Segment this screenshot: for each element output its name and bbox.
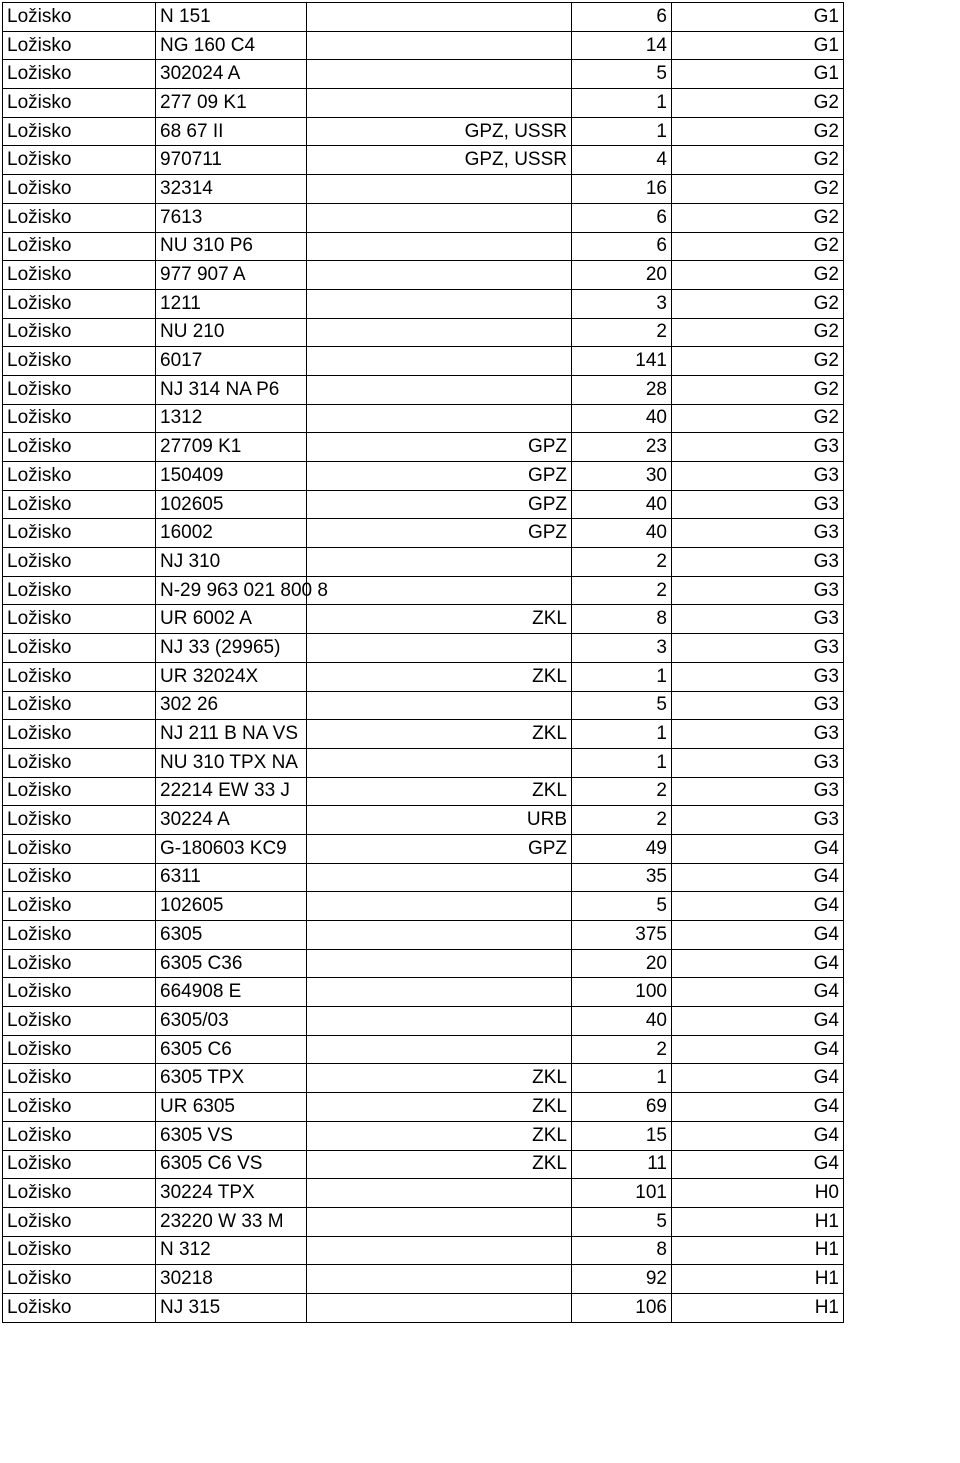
- item-name-cell: Ložisko: [3, 978, 156, 1007]
- item-code-cell: 102605: [156, 892, 307, 921]
- item-name-cell: Ložisko: [3, 146, 156, 175]
- manufacturer-cell: GPZ: [307, 834, 572, 863]
- location-cell: G3: [672, 576, 844, 605]
- quantity-cell: 15: [572, 1121, 672, 1150]
- table-row: [3, 1093, 844, 1122]
- manufacturer-cell: ZKL: [307, 720, 572, 749]
- quantity-cell: 14: [572, 31, 672, 60]
- manufacturer-cell: GPZ, USSR: [307, 146, 572, 175]
- location-cell: G1: [672, 60, 844, 89]
- item-code-cell: NJ 211 B NA VS: [156, 720, 307, 749]
- item-code-cell: 970711: [156, 146, 307, 175]
- manufacturer-cell: [307, 1207, 572, 1236]
- location-cell: G3: [672, 662, 844, 691]
- item-code-cell: UR 32024X: [156, 662, 307, 691]
- manufacturer-cell: [307, 1265, 572, 1294]
- item-code-cell: 277 09 K1: [156, 89, 307, 118]
- manufacturer-cell: GPZ: [307, 433, 572, 462]
- item-name-cell: Ložisko: [3, 1035, 156, 1064]
- item-code-cell: 68 67 II: [156, 117, 307, 146]
- quantity-cell: 30: [572, 462, 672, 491]
- location-cell: H1: [672, 1207, 844, 1236]
- quantity-cell: 8: [572, 605, 672, 634]
- location-cell: G3: [672, 634, 844, 663]
- table-row: [3, 203, 844, 232]
- item-name-cell: Ložisko: [3, 31, 156, 60]
- item-name-cell: Ložisko: [3, 490, 156, 519]
- quantity-cell: 35: [572, 863, 672, 892]
- manufacturer-cell: GPZ, USSR: [307, 117, 572, 146]
- location-cell: G3: [672, 462, 844, 491]
- item-code-cell: 6305 C6 VS: [156, 1150, 307, 1179]
- item-name-cell: Ložisko: [3, 892, 156, 921]
- table-row: [3, 1179, 844, 1208]
- quantity-cell: 4: [572, 146, 672, 175]
- item-name-cell: Ložisko: [3, 634, 156, 663]
- table-row: [3, 863, 844, 892]
- item-name-cell: Ložisko: [3, 519, 156, 548]
- manufacturer-cell: GPZ: [307, 462, 572, 491]
- manufacturer-cell: ZKL: [307, 777, 572, 806]
- location-cell: G4: [672, 978, 844, 1007]
- manufacturer-cell: [307, 1035, 572, 1064]
- location-cell: G4: [672, 1007, 844, 1036]
- location-cell: G2: [672, 117, 844, 146]
- item-name-cell: Ložisko: [3, 748, 156, 777]
- quantity-cell: 106: [572, 1293, 672, 1322]
- table-row: [3, 605, 844, 634]
- quantity-cell: 3: [572, 289, 672, 318]
- manufacturer-cell: [307, 576, 572, 605]
- location-cell: G3: [672, 605, 844, 634]
- table-row: [3, 31, 844, 60]
- table-row: [3, 146, 844, 175]
- quantity-cell: 2: [572, 777, 672, 806]
- item-name-cell: Ložisko: [3, 691, 156, 720]
- item-code-cell: 6305/03: [156, 1007, 307, 1036]
- table-row: [3, 806, 844, 835]
- item-name-cell: Ložisko: [3, 1064, 156, 1093]
- manufacturer-cell: [307, 375, 572, 404]
- item-code-cell: 6305 C6: [156, 1035, 307, 1064]
- item-code-cell: NJ 315: [156, 1293, 307, 1322]
- manufacturer-cell: [307, 261, 572, 290]
- location-cell: G2: [672, 347, 844, 376]
- item-code-cell: G-180603 KC9: [156, 834, 307, 863]
- location-cell: G3: [672, 777, 844, 806]
- manufacturer-cell: [307, 634, 572, 663]
- location-cell: H0: [672, 1179, 844, 1208]
- table-row: [3, 347, 844, 376]
- location-cell: G2: [672, 404, 844, 433]
- table-row: [3, 232, 844, 261]
- item-code-cell: NJ 310: [156, 548, 307, 577]
- item-code-cell: NU 210: [156, 318, 307, 347]
- quantity-cell: 1: [572, 1064, 672, 1093]
- item-code-cell: 6305 VS: [156, 1121, 307, 1150]
- location-cell: G2: [672, 203, 844, 232]
- quantity-cell: 40: [572, 404, 672, 433]
- quantity-cell: 2: [572, 318, 672, 347]
- item-name-cell: Ložisko: [3, 203, 156, 232]
- item-code-cell: 977 907 A: [156, 261, 307, 290]
- quantity-cell: 20: [572, 949, 672, 978]
- item-code-cell: 664908 E: [156, 978, 307, 1007]
- item-code-cell: 30224 TPX: [156, 1179, 307, 1208]
- item-name-cell: Ložisko: [3, 117, 156, 146]
- table-row: [3, 89, 844, 118]
- manufacturer-cell: [307, 921, 572, 950]
- quantity-cell: 1: [572, 748, 672, 777]
- manufacturer-cell: [307, 3, 572, 32]
- item-name-cell: Ložisko: [3, 1265, 156, 1294]
- table-row: [3, 3, 844, 32]
- table-row: [3, 662, 844, 691]
- table-row: [3, 691, 844, 720]
- quantity-cell: 5: [572, 691, 672, 720]
- table-row: [3, 289, 844, 318]
- quantity-cell: 141: [572, 347, 672, 376]
- quantity-cell: 375: [572, 921, 672, 950]
- item-code-cell: 1312: [156, 404, 307, 433]
- quantity-cell: 100: [572, 978, 672, 1007]
- item-code-cell: NG 160 C4: [156, 31, 307, 60]
- location-cell: G3: [672, 748, 844, 777]
- location-cell: G2: [672, 375, 844, 404]
- item-code-cell: 302 26: [156, 691, 307, 720]
- location-cell: G4: [672, 1035, 844, 1064]
- location-cell: G3: [672, 490, 844, 519]
- item-name-cell: Ložisko: [3, 605, 156, 634]
- location-cell: G3: [672, 691, 844, 720]
- manufacturer-cell: [307, 1236, 572, 1265]
- item-name-cell: Ložisko: [3, 232, 156, 261]
- manufacturer-cell: [307, 691, 572, 720]
- item-code-cell: 27709 K1: [156, 433, 307, 462]
- table-row: [3, 1236, 844, 1265]
- table-row: [3, 921, 844, 950]
- quantity-cell: 20: [572, 261, 672, 290]
- item-name-cell: Ložisko: [3, 375, 156, 404]
- table-row: [3, 462, 844, 491]
- quantity-cell: 6: [572, 3, 672, 32]
- item-code-cell: 7613: [156, 203, 307, 232]
- table-row: [3, 519, 844, 548]
- manufacturer-cell: [307, 89, 572, 118]
- item-name-cell: Ložisko: [3, 834, 156, 863]
- item-name-cell: Ložisko: [3, 576, 156, 605]
- item-code-cell: NJ 314 NA P6: [156, 375, 307, 404]
- location-cell: H1: [672, 1293, 844, 1322]
- item-name-cell: Ložisko: [3, 1207, 156, 1236]
- manufacturer-cell: [307, 978, 572, 1007]
- table-row: [3, 490, 844, 519]
- quantity-cell: 1: [572, 89, 672, 118]
- quantity-cell: 6: [572, 203, 672, 232]
- item-name-cell: Ložisko: [3, 433, 156, 462]
- location-cell: G4: [672, 921, 844, 950]
- item-code-cell: 1211: [156, 289, 307, 318]
- item-name-cell: Ložisko: [3, 289, 156, 318]
- item-name-cell: Ložisko: [3, 1093, 156, 1122]
- location-cell: G4: [672, 892, 844, 921]
- manufacturer-cell: GPZ: [307, 519, 572, 548]
- table-row: [3, 433, 844, 462]
- manufacturer-cell: [307, 1007, 572, 1036]
- location-cell: G3: [672, 433, 844, 462]
- manufacturer-cell: GPZ: [307, 490, 572, 519]
- item-name-cell: Ložisko: [3, 777, 156, 806]
- table-row: [3, 175, 844, 204]
- table-row: [3, 978, 844, 1007]
- manufacturer-cell: [307, 1179, 572, 1208]
- location-cell: G2: [672, 289, 844, 318]
- item-code-cell: N 151: [156, 3, 307, 32]
- location-cell: G4: [672, 863, 844, 892]
- location-cell: G4: [672, 1150, 844, 1179]
- table-row: [3, 949, 844, 978]
- item-name-cell: Ložisko: [3, 1150, 156, 1179]
- item-code-cell: 23220 W 33 M: [156, 1207, 307, 1236]
- manufacturer-cell: ZKL: [307, 1150, 572, 1179]
- table-row: [3, 1265, 844, 1294]
- item-name-cell: Ložisko: [3, 3, 156, 32]
- item-code-cell: 16002: [156, 519, 307, 548]
- table-row: [3, 1207, 844, 1236]
- quantity-cell: 1: [572, 662, 672, 691]
- item-code-cell: 32314: [156, 175, 307, 204]
- quantity-cell: 8: [572, 1236, 672, 1265]
- quantity-cell: 28: [572, 375, 672, 404]
- inventory-table-body: [3, 3, 844, 1323]
- manufacturer-cell: [307, 31, 572, 60]
- table-row: [3, 375, 844, 404]
- location-cell: G2: [672, 318, 844, 347]
- quantity-cell: 92: [572, 1265, 672, 1294]
- location-cell: G3: [672, 548, 844, 577]
- table-row: [3, 404, 844, 433]
- location-cell: G3: [672, 806, 844, 835]
- item-name-cell: Ložisko: [3, 921, 156, 950]
- quantity-cell: 3: [572, 634, 672, 663]
- item-code-cell: 6305 TPX: [156, 1064, 307, 1093]
- manufacturer-cell: [307, 1293, 572, 1322]
- location-cell: G1: [672, 31, 844, 60]
- table-row: [3, 1121, 844, 1150]
- location-cell: G2: [672, 261, 844, 290]
- location-cell: G4: [672, 834, 844, 863]
- item-name-cell: Ložisko: [3, 175, 156, 204]
- quantity-cell: 69: [572, 1093, 672, 1122]
- item-code-cell: 30218: [156, 1265, 307, 1294]
- item-name-cell: Ložisko: [3, 806, 156, 835]
- item-name-cell: Ložisko: [3, 347, 156, 376]
- item-name-cell: Ložisko: [3, 462, 156, 491]
- manufacturer-cell: ZKL: [307, 1064, 572, 1093]
- quantity-cell: 101: [572, 1179, 672, 1208]
- manufacturer-cell: [307, 60, 572, 89]
- manufacturer-cell: [307, 892, 572, 921]
- item-code-cell: 150409: [156, 462, 307, 491]
- quantity-cell: 1: [572, 720, 672, 749]
- item-code-cell: 302024 A: [156, 60, 307, 89]
- manufacturer-cell: [307, 548, 572, 577]
- item-code-cell: N 312: [156, 1236, 307, 1265]
- item-code-cell: 6305 C36: [156, 949, 307, 978]
- location-cell: G4: [672, 1064, 844, 1093]
- quantity-cell: 5: [572, 892, 672, 921]
- item-code-cell: UR 6002 A: [156, 605, 307, 634]
- item-name-cell: Ložisko: [3, 404, 156, 433]
- table-row: [3, 777, 844, 806]
- manufacturer-cell: ZKL: [307, 1093, 572, 1122]
- item-name-cell: Ložisko: [3, 1179, 156, 1208]
- location-cell: G2: [672, 89, 844, 118]
- item-code-cell: 102605: [156, 490, 307, 519]
- table-row: [3, 720, 844, 749]
- item-code-cell: 6017: [156, 347, 307, 376]
- table-row: [3, 1293, 844, 1322]
- item-name-cell: Ložisko: [3, 89, 156, 118]
- manufacturer-cell: [307, 949, 572, 978]
- quantity-cell: 40: [572, 519, 672, 548]
- item-code-cell: 6311: [156, 863, 307, 892]
- item-name-cell: Ložisko: [3, 1121, 156, 1150]
- location-cell: G4: [672, 1121, 844, 1150]
- location-cell: G2: [672, 175, 844, 204]
- quantity-cell: 5: [572, 60, 672, 89]
- manufacturer-cell: ZKL: [307, 605, 572, 634]
- location-cell: G3: [672, 720, 844, 749]
- manufacturer-cell: [307, 175, 572, 204]
- manufacturer-cell: URB: [307, 806, 572, 835]
- item-name-cell: Ložisko: [3, 949, 156, 978]
- item-name-cell: Ložisko: [3, 662, 156, 691]
- inventory-table: [2, 2, 844, 1323]
- manufacturer-cell: ZKL: [307, 1121, 572, 1150]
- table-row: [3, 318, 844, 347]
- quantity-cell: 23: [572, 433, 672, 462]
- item-code-cell: NU 310 P6: [156, 232, 307, 261]
- location-cell: G2: [672, 232, 844, 261]
- item-code-cell: NU 310 TPX NA: [156, 748, 307, 777]
- item-code-cell: 22214 EW 33 J: [156, 777, 307, 806]
- location-cell: G3: [672, 519, 844, 548]
- quantity-cell: 40: [572, 1007, 672, 1036]
- location-cell: G4: [672, 949, 844, 978]
- quantity-cell: 2: [572, 576, 672, 605]
- table-row: [3, 548, 844, 577]
- manufacturer-cell: ZKL: [307, 662, 572, 691]
- item-name-cell: Ložisko: [3, 863, 156, 892]
- table-row: [3, 748, 844, 777]
- item-name-cell: Ložisko: [3, 1007, 156, 1036]
- quantity-cell: 16: [572, 175, 672, 204]
- table-row: [3, 834, 844, 863]
- item-code-cell: UR 6305: [156, 1093, 307, 1122]
- manufacturer-cell: [307, 863, 572, 892]
- item-code-cell: 6305: [156, 921, 307, 950]
- table-row: [3, 1064, 844, 1093]
- manufacturer-cell: [307, 318, 572, 347]
- manufacturer-cell: [307, 748, 572, 777]
- manufacturer-cell: [307, 203, 572, 232]
- item-code-cell: N-29 963 021 800 8: [156, 576, 307, 605]
- manufacturer-cell: [307, 289, 572, 318]
- quantity-cell: 5: [572, 1207, 672, 1236]
- location-cell: G4: [672, 1093, 844, 1122]
- item-code-cell: NJ 33 (29965): [156, 634, 307, 663]
- quantity-cell: 6: [572, 232, 672, 261]
- quantity-cell: 40: [572, 490, 672, 519]
- manufacturer-cell: [307, 347, 572, 376]
- item-name-cell: Ložisko: [3, 60, 156, 89]
- table-row: [3, 261, 844, 290]
- manufacturer-cell: [307, 404, 572, 433]
- location-cell: H1: [672, 1265, 844, 1294]
- table-row: [3, 1035, 844, 1064]
- quantity-cell: 11: [572, 1150, 672, 1179]
- quantity-cell: 2: [572, 1035, 672, 1064]
- item-name-cell: Ložisko: [3, 1293, 156, 1322]
- table-row: [3, 576, 844, 605]
- item-code-cell: 30224 A: [156, 806, 307, 835]
- item-name-cell: Ložisko: [3, 720, 156, 749]
- item-name-cell: Ložisko: [3, 261, 156, 290]
- manufacturer-cell: [307, 232, 572, 261]
- location-cell: G2: [672, 146, 844, 175]
- table-row: [3, 117, 844, 146]
- location-cell: H1: [672, 1236, 844, 1265]
- quantity-cell: 49: [572, 834, 672, 863]
- quantity-cell: 1: [572, 117, 672, 146]
- quantity-cell: 2: [572, 548, 672, 577]
- table-row: [3, 1150, 844, 1179]
- table-row: [3, 60, 844, 89]
- item-name-cell: Ložisko: [3, 318, 156, 347]
- quantity-cell: 2: [572, 806, 672, 835]
- table-row: [3, 892, 844, 921]
- table-row: [3, 634, 844, 663]
- item-name-cell: Ložisko: [3, 548, 156, 577]
- item-name-cell: Ložisko: [3, 1236, 156, 1265]
- location-cell: G1: [672, 3, 844, 32]
- table-row: [3, 1007, 844, 1036]
